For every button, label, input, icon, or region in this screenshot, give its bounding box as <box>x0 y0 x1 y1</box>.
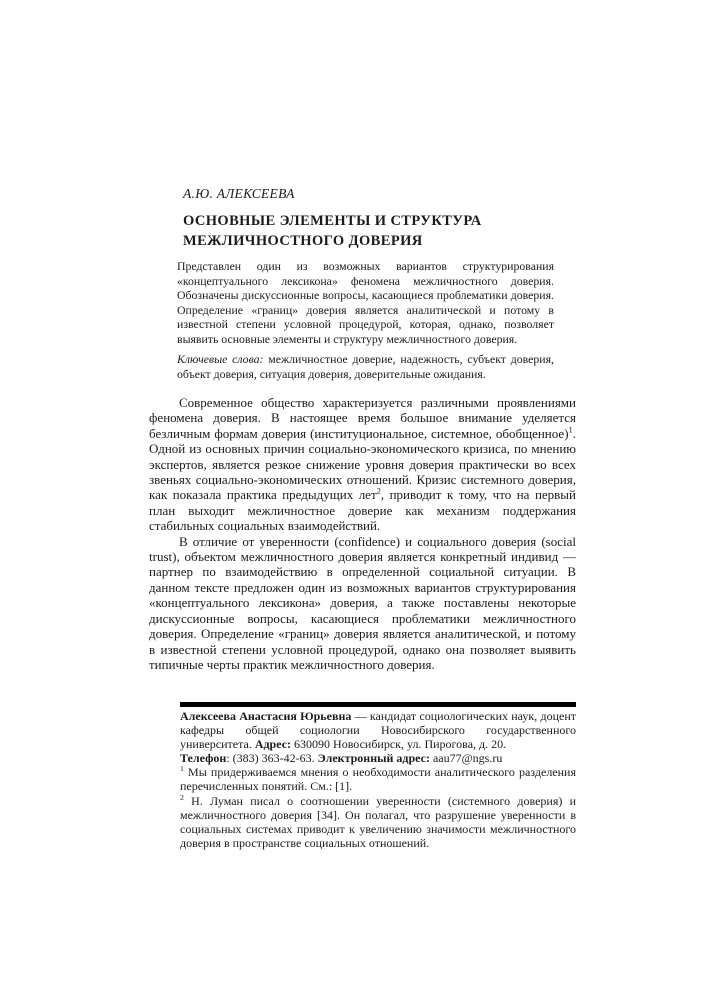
author-contact: Телефон: (383) 363-42-63. Электронный адрес: aau77@ngs.ru <box>180 751 503 766</box>
article-body <box>149 395 576 672</box>
footnote-area <box>180 709 576 850</box>
author-line: А.Ю. АЛЕКСЕЕВА <box>183 186 295 201</box>
keywords-line: Ключевые слова: межличностное доверие, надежность, субъект доверия, объект доверия, ситуация доверия, доверительные ожидания. <box>177 352 554 381</box>
author-bio: Алексеева Анастасия Юрьевна — кандидат социологических наук, доцент кафедры общей социологии Новосибирского государственного университета. Адрес: 630090 Новосибирск, ул. Пирогова, д. 20. <box>180 709 576 752</box>
footnote-item: $^1$ Мы придерживаемся мнения о необходимости аналитического разделения перечисленных понятий. См.: [1]. <box>180 764 576 794</box>
body-paragraph: В отличие от уверенности (confidence) и социального доверия (social trust), объектом межличностного доверия является конкретный индивид — партнер по взаимодействию в определенной социальной ситуации. В данном тексте предложен один из возможных вариантов структурирования «концептуального лексикона» доверия, а также поставлены некоторые дискуссионные вопросы, касающиеся проблематики межличностного доверия. Определение «границ» доверия является аналитической, и потому в известной степени условной процедурой, однако она позволяет выявить типичные черты практик межличностного доверия. <box>149 533 576 672</box>
footnote-item: $^2$ Н. Луман писал о соотношении уверенности (системного доверия) и межличностного доверия [34]. Он полагал, что разрушение уверенности в социальных системах приводит к увеличению значимости межличностного доверия в пространстве социальных отношений. <box>180 792 576 850</box>
footnote-separator-rule <box>180 702 576 707</box>
body-paragraph: Современное общество характеризуется различными проявлениями феномена доверия. В настоящее время большое внимание уделяется безличным формам доверия (институциональное, системное, обобщенное)$^1$. Одной из основных причин социально-экономического кризиса, по мнению экспертов, является резкое снижение уровня доверия практически во всех звеньях социально-экономических отношений. Кризис системного доверия, как показала практика предыдущих лет$^2$, приводит к тому, что на первый план выходит межличностное доверие как механизм поддержания стабильных социальных взаимодействий. <box>149 395 576 534</box>
abstract-text: Представлен один из возможных вариантов структурирования «концептуального лексикона» феномена межличностного доверия. Обозначены дискуссионные вопросы, касающиеся проблематики доверия. Определение «границ» доверия является аналитической и потому в известной степени условной процедурой, которая, однако, позволяет выявить основные элементы и структуру межличностного доверия. <box>177 259 554 346</box>
paper-title: ОСНОВНЫЕ ЭЛЕМЕНТЫ И СТРУКТУРА МЕЖЛИЧНОСТНОГО ДОВЕРИЯ <box>183 213 482 249</box>
